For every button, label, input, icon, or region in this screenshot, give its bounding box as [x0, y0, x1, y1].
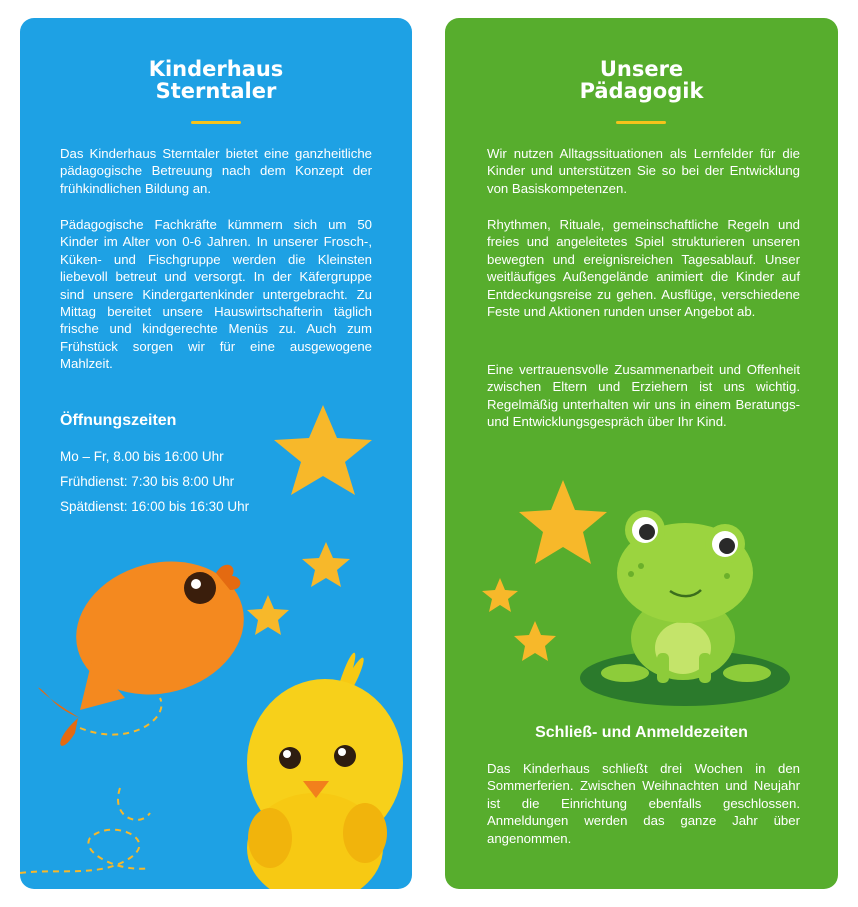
- star-icon: [247, 595, 289, 635]
- left-illustration: [20, 398, 412, 889]
- right-panel: [445, 18, 838, 889]
- right-paragraph-1: Wir nutzen Alltagssituationen als Lernfelder für die Kinder und unterstützen Sie so bei der Entwicklung von Basiskompetenzen.: [487, 146, 800, 196]
- right-title-divider: [616, 121, 666, 124]
- hours-item-early: Frühdienst: 7:30 bis 8:00 Uhr: [60, 474, 235, 489]
- right-title-line1: Unsere: [599, 57, 684, 81]
- hours-item-late: Spätdienst: 16:00 bis 16:30 Uhr: [60, 499, 250, 514]
- left-title-divider: [191, 121, 241, 124]
- left-paragraph-2: Pädagogische Fachkräfte kümmern sich um 50 Kinder im Alter von 0-6 Jahren. In unserer Frosch-, Küken- und Fischgruppe werden die Kleinsten liebevoll betreut und versorgt. In der Käfergruppe sind unsere Kindergartenkinder untergebracht. Zu Mittag bereitet unsere Hauswirtschafterin täglich frische und kindgerechte Menüs zu. Auch zum Frühstück sorgen wir für eine ausgewogene Mahlzeit.: [60, 217, 372, 372]
- hours-item-weekdays: Mo – Fr, 8.00 bis 16:00 Uhr: [60, 449, 224, 464]
- left-title-line2: Sterntaler: [155, 79, 277, 103]
- right-illustration: [445, 468, 838, 708]
- star-icon: [482, 578, 518, 612]
- left-title: [20, 58, 412, 102]
- left-title-line1: Kinderhaus: [148, 57, 284, 81]
- chick-illustration: [247, 653, 403, 889]
- star-icon: [514, 621, 556, 661]
- star-icon: [274, 405, 372, 495]
- right-paragraph-3: Eine vertrauensvolle Zusammenarbeit und Offenheit zwischen Eltern und Erziehern ist uns wichtig. Regelmäßig unterhalten wir uns in einem Beratungs- und Entwicklungsgespräch über Ihr Kind.: [487, 362, 800, 430]
- closing-text: Das Kinderhaus schließt drei Wochen in den Sommerferien. Zwischen Weihnachten und Neujahr ist die Einrichtung ebenfalls geschlossen. Anmeldungen werden das ganze Jahr über angenommen.: [487, 761, 800, 846]
- star-icon: [519, 480, 607, 564]
- closing-heading: Schließ- und Anmeldezeiten: [535, 724, 748, 741]
- fish-illustration: [20, 543, 259, 873]
- right-paragraph-2: Rhythmen, Rituale, gemeinschaftliche Regeln und freies und angeleitetes Spiel strukturieren unseren bewegten und ereignisreichen Tagesablauf. Unser weitläufiges Außengelände animiert die Kinder auf Entdeckungsreise zu gehen. Ausflüge, verschiedene Feste und Aktionen runden unser Angebot ab.: [487, 217, 800, 320]
- left-paragraph-1: Das Kinderhaus Sterntaler bietet eine ganzheitliche pädagogische Betreuung nach dem Konzept der frühkindlichen Bildung an.: [60, 146, 372, 196]
- right-title: [445, 58, 838, 102]
- star-icon: [302, 542, 350, 587]
- right-title-line2: Pädagogik: [579, 79, 704, 103]
- left-panel: [20, 18, 412, 889]
- hours-heading: Öffnungszeiten: [60, 412, 177, 429]
